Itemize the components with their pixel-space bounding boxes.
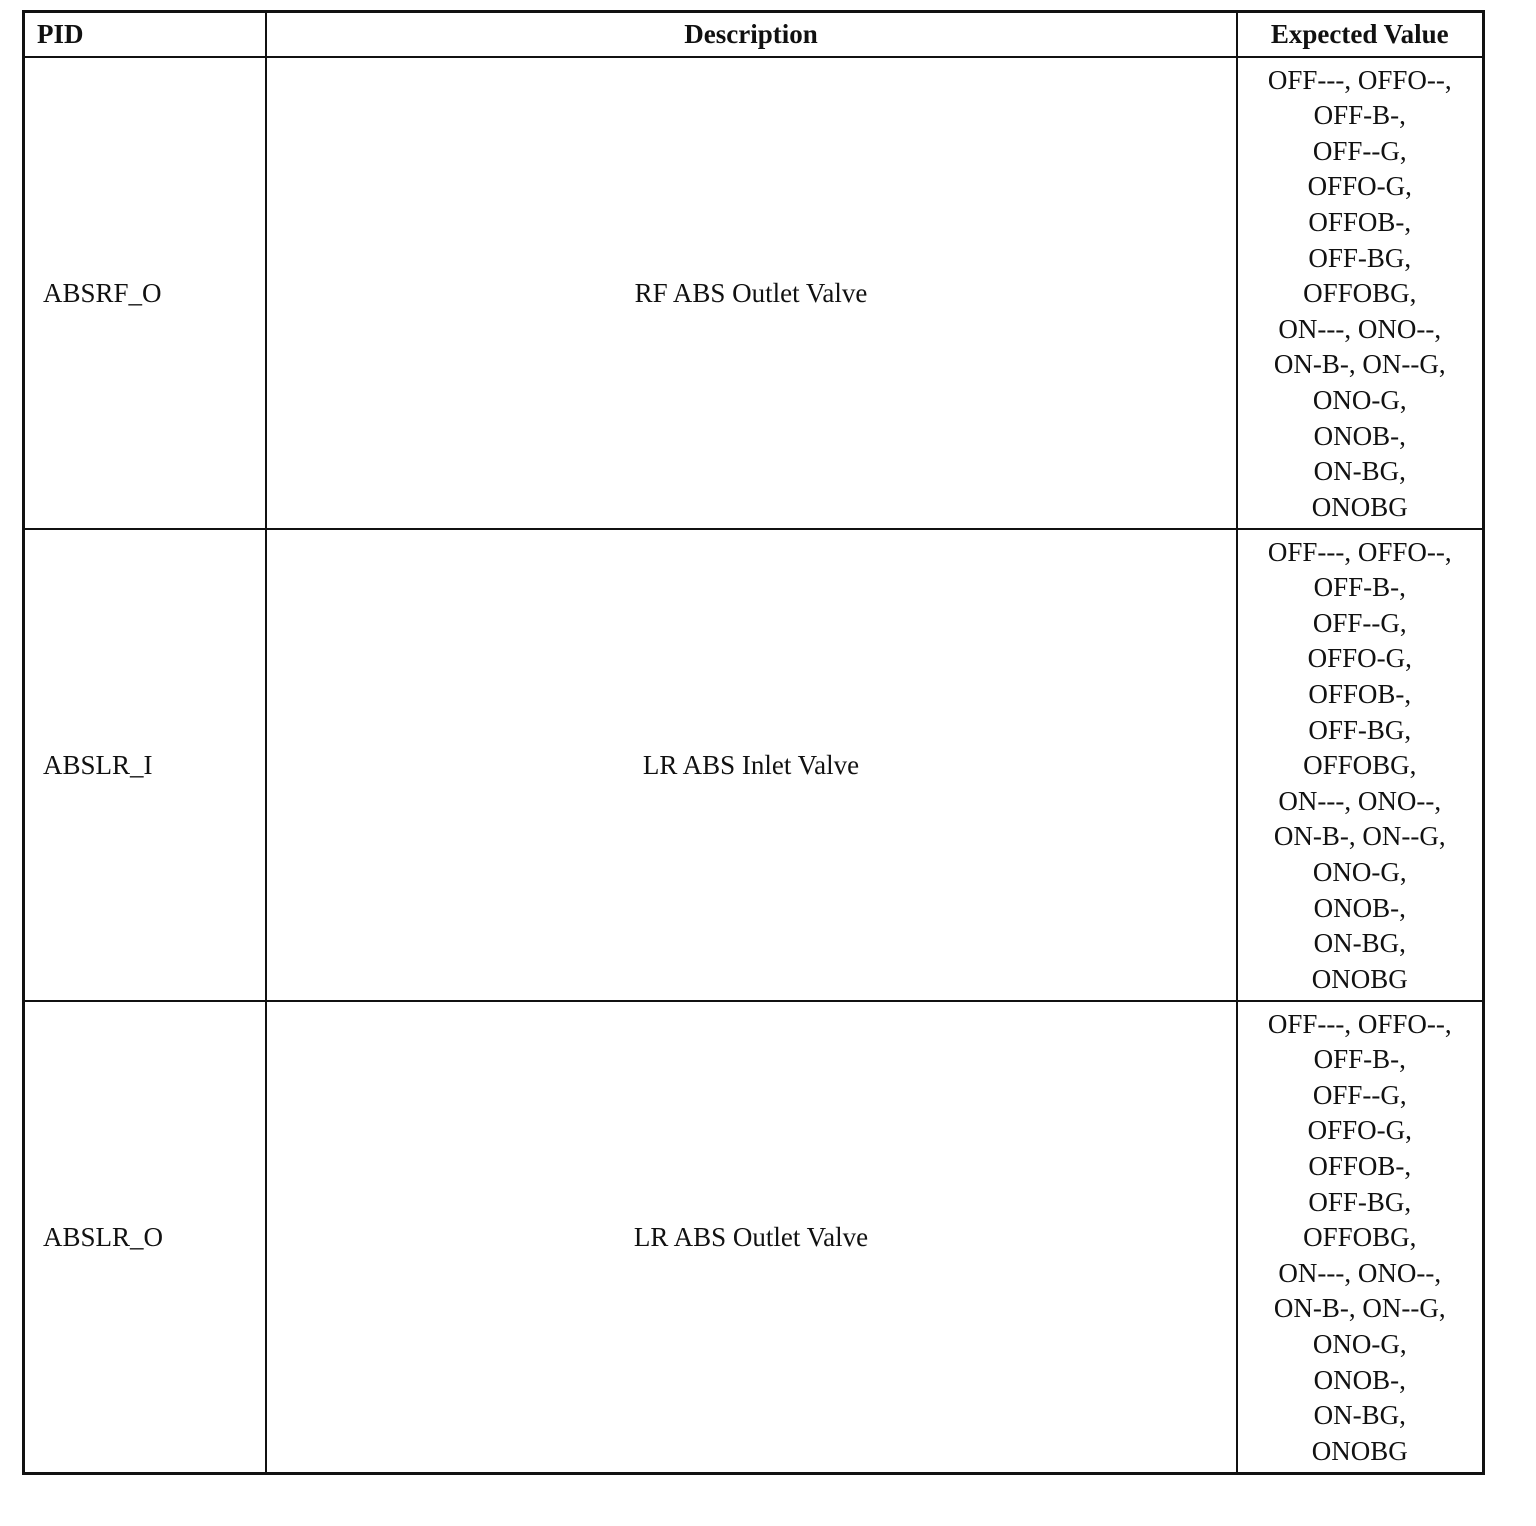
- expected-value-line: ONO-G,: [1312, 856, 1407, 887]
- expected-value-line: OFFO-G,: [1307, 171, 1412, 202]
- expected-value-line: OFF--G,: [1312, 1079, 1407, 1110]
- expected-value-line: OFFOBG,: [1303, 750, 1417, 781]
- expected-value-line: ONOB-,: [1313, 892, 1406, 923]
- cell-pid: ABSLR_O: [24, 1001, 266, 1474]
- cell-pid: ABSRF_O: [24, 57, 266, 529]
- expected-value-line: OFF-BG,: [1308, 714, 1412, 745]
- expected-value-line: OFFO-G,: [1307, 1115, 1412, 1146]
- expected-value-line: OFF-B-,: [1313, 100, 1406, 131]
- table-row: [24, 57, 1484, 529]
- header-pid: PID: [24, 12, 266, 58]
- expected-value-line: OFF-BG,: [1308, 1186, 1412, 1217]
- expected-value-line: ONOB-,: [1313, 1364, 1406, 1395]
- cell-expected-value: [1237, 1001, 1484, 1474]
- cell-description: LR ABS Inlet Valve: [266, 529, 1237, 1001]
- table-body: [24, 57, 1484, 1474]
- expected-value-line: ON---, ONO--,: [1278, 1257, 1442, 1288]
- expected-value-line: ON---, ONO--,: [1278, 785, 1442, 816]
- expected-value-line: OFF--G,: [1312, 135, 1407, 166]
- expected-value-line: OFFOBG,: [1303, 278, 1417, 309]
- header-description: Description: [266, 12, 1237, 58]
- cell-description: LR ABS Outlet Valve: [266, 1001, 1237, 1474]
- header-row: [24, 12, 1484, 58]
- expected-value-line: OFF-B-,: [1313, 572, 1406, 603]
- expected-value-line: OFFOB-,: [1308, 207, 1412, 238]
- expected-value-line: ONOBG: [1311, 1435, 1408, 1466]
- expected-value-line: ON-B-, ON--G,: [1273, 821, 1446, 852]
- cell-description: RF ABS Outlet Valve: [266, 57, 1237, 529]
- expected-value-line: ONO-G,: [1312, 384, 1407, 415]
- expected-value-line: ON-B-, ON--G,: [1273, 1293, 1446, 1324]
- expected-value-line: ONOBG: [1311, 491, 1408, 522]
- cell-pid: ABSLR_I: [24, 529, 266, 1001]
- expected-value-line: ON-BG,: [1313, 1400, 1406, 1431]
- expected-value-line: ON---, ONO--,: [1278, 313, 1442, 344]
- expected-value-line: OFF-B-,: [1313, 1044, 1406, 1075]
- expected-value-line: OFF--G,: [1312, 607, 1407, 638]
- pid-table: [22, 10, 1485, 1475]
- expected-value-line: OFF---, OFFO--,: [1267, 64, 1452, 95]
- expected-value-line: OFFOB-,: [1308, 679, 1412, 710]
- cell-expected-value: [1237, 57, 1484, 529]
- expected-value-line: ON-B-, ON--G,: [1273, 349, 1446, 380]
- expected-value-line: OFF---, OFFO--,: [1267, 536, 1452, 567]
- expected-value-line: ON-BG,: [1313, 456, 1406, 487]
- header-expected-value: Expected Value: [1237, 12, 1484, 58]
- expected-value-line: ONO-G,: [1312, 1328, 1407, 1359]
- expected-value-line: OFFO-G,: [1307, 643, 1412, 674]
- expected-value-line: OFF-BG,: [1308, 242, 1412, 273]
- expected-value-line: OFF---, OFFO--,: [1267, 1008, 1452, 1039]
- expected-value-line: ONOBG: [1311, 963, 1408, 994]
- table-row: [24, 1001, 1484, 1474]
- table-row: [24, 529, 1484, 1001]
- expected-value-line: ONOB-,: [1313, 420, 1406, 451]
- expected-value-line: OFFOBG,: [1303, 1222, 1417, 1253]
- cell-expected-value: [1237, 529, 1484, 1001]
- expected-value-line: OFFOB-,: [1308, 1151, 1412, 1182]
- expected-value-line: ON-BG,: [1313, 928, 1406, 959]
